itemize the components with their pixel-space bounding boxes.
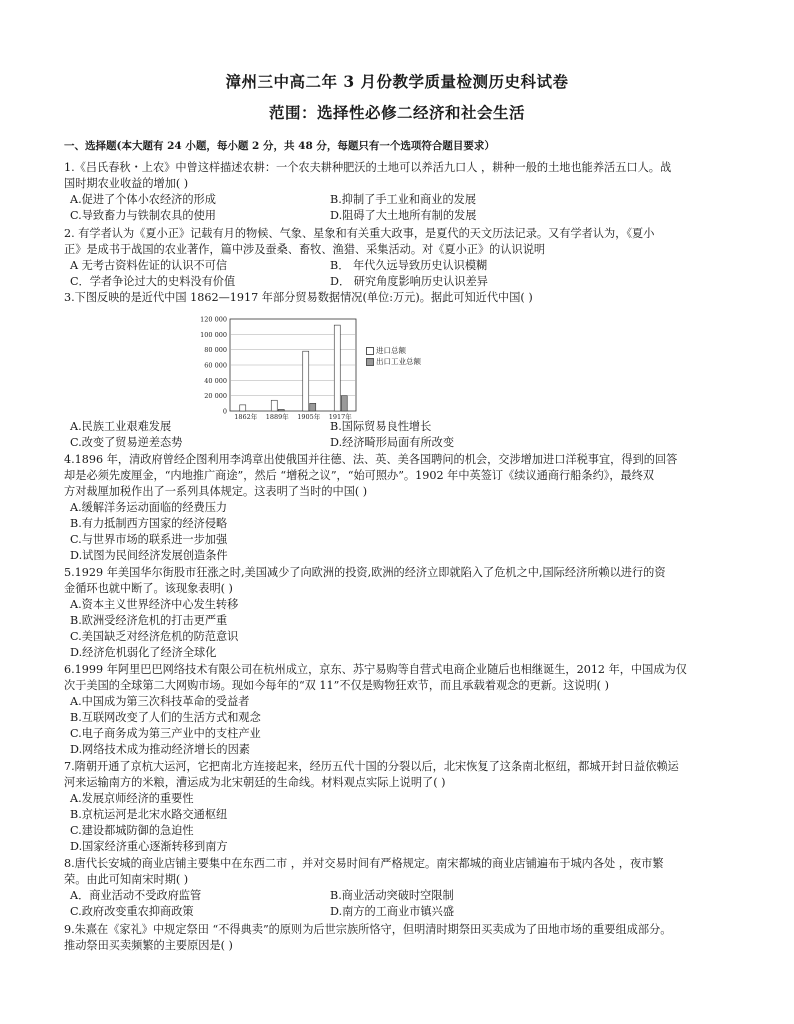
- question-5-option-d: D.经济危机弱化了经济全球化: [70, 646, 217, 659]
- y-tick-label: 80 000: [204, 346, 227, 355]
- question-1-line-1: 1.《吕氏春秋・上农》中曾这样描述农耕：一个农夫耕种肥沃的土地可以养活九口人 ，耕种一般的土地也能养活五口人。战: [64, 161, 672, 174]
- question-3-option-a: A.民族工业艰难发展: [70, 420, 172, 433]
- question-2-line-2: 正》是成书于战国的农业著作，篇中涉及蚕桑、畜牧、渔猎、采集活动。对《夏小正》的认识说明: [64, 243, 546, 256]
- y-tick-label: 60 000: [204, 361, 227, 370]
- legend-swatch-export: [366, 358, 374, 366]
- question-3-option-b: B.国际贸易良性增长: [330, 420, 432, 433]
- x-tick-label: 1917年: [328, 413, 352, 421]
- bar-import: [271, 400, 277, 411]
- question-9-line-2: 推动祭田买卖频繁的主要原因是( ): [64, 939, 233, 952]
- question-8-line-1: 8.唐代长安城的商业店铺主要集中在东西二市 ，并对交易时间有严格规定。南宋都城的商业店铺遍布于城内各处 ，夜市繁: [64, 857, 664, 870]
- section-header: 一、选择题(本大题有 24 小题，每小题 2 分，共 48 分，每题只有一个选项符合题目要求）: [64, 140, 495, 152]
- question-4-option-c: C.与世界市场的联系进一步加强: [70, 533, 228, 546]
- bar-export: [341, 396, 347, 411]
- bar-import: [240, 405, 246, 411]
- trade-bar-chart: [196, 313, 396, 423]
- question-2-option-b: B． 年代久远导致历史认识模糊: [330, 259, 488, 272]
- legend-label-export: 出口工业总额: [376, 357, 421, 366]
- y-tick-label: 20 000: [204, 392, 227, 401]
- question-9-line-1: 9.朱熹在《家礼》中规定祭田 “不得典卖”的原则为后世宗族所恪守，但明清时期祭田买卖成为了田地市场的重要组成部分。: [64, 923, 672, 936]
- question-4-line-1: 4.1896 年，清政府曾经企图利用李鸿章出使俄国并往德、法、英、美各国聘问的机会，交涉增加进口洋税事宜，得到的回答: [64, 453, 678, 466]
- question-6-line-1: 6.1999 年阿里巴巴网络技术有限公司在杭州成立，京东、苏宁易购等自营式电商企业随后也相继诞生，2012 年，中国成为仅: [64, 663, 687, 676]
- question-3-option-c: C.改变了贸易逆差态势: [70, 436, 183, 449]
- question-6-option-a: A.中国成为第三次科技革命的受益者: [70, 695, 250, 708]
- question-5-option-c: C.美国缺乏对经济危机的防范意识: [70, 630, 239, 643]
- y-tick-label: 120 000: [200, 315, 227, 324]
- question-8-option-a: A．商业活动不受政府监管: [70, 889, 202, 902]
- legend-swatch-import: [366, 347, 374, 355]
- y-tick-label: 0: [222, 407, 227, 416]
- question-6-line-2: 次于美国的全球第二大网购市场。现如今每年的“双 11”不仅是购物狂欢节，而且承载着观念的更新。这说明( ): [64, 679, 609, 692]
- question-8-option-d: D.南方的工商业市镇兴盛: [330, 905, 455, 918]
- x-tick-label: 1889年: [265, 413, 289, 421]
- question-1-option-c: C.导致畜力与铁制农具的使用: [70, 209, 216, 222]
- question-4-line-3: 方对裁厘加税作出了一系列具体规定。这表明了当时的中国( ): [64, 485, 368, 498]
- question-4-option-a: A.缓解洋务运动面临的经费压力: [70, 501, 228, 514]
- question-6-option-b: B.互联网改变了人们的生活方式和观念: [70, 711, 261, 724]
- question-8-option-c: C.政府改变重农抑商政策: [70, 905, 194, 918]
- question-1-option-d: D.阻碍了大土地所有制的发展: [330, 209, 477, 222]
- question-5-line-1: 5.1929 年美国华尔街股市狂涨之时,美国减少了向欧洲的投资,欧洲的经济立即就陷入了危机之中,国际经济所赖以进行的资: [64, 566, 666, 579]
- page-subtitle: 范围：选择性必修二经济和社会生活: [268, 103, 525, 122]
- question-8-option-b: B.商业活动突破时空限制: [330, 889, 454, 902]
- legend-item-import: [366, 345, 421, 356]
- question-6-option-c: C.电子商务成为第三产业中的支柱产业: [70, 727, 261, 740]
- y-tick-label: 100 000: [200, 330, 227, 339]
- question-1-line-2: 国时期农业收益的增加( ): [64, 177, 189, 190]
- question-7-option-b: B.京杭运河是北宋水路交通枢纽: [70, 808, 228, 821]
- chart-legend: [366, 345, 421, 367]
- question-4-option-b: B.有力抵制西方国家的经济侵略: [70, 517, 228, 530]
- bar-import: [303, 351, 309, 411]
- question-7-line-1: 7.隋朝开通了京杭大运河，它把南北方连接起来，经历五代十国的分裂以后，北宋恢复了这条南北枢纽，都城开封日益依赖运: [64, 760, 679, 773]
- question-7-option-a: A.发展京师经济的重要性: [70, 792, 194, 805]
- question-7-line-2: 河来运输南方的米粮，漕运成为北宋朝廷的生命线。材料观点实际上说明了( ): [64, 776, 446, 789]
- question-8-line-2: 荣。由此可知南宋时期( ): [64, 873, 189, 886]
- legend-label-import: 进口总额: [376, 346, 406, 355]
- bar-export: [278, 409, 284, 411]
- page-title: 漳州三中高二年 3 月份教学质量检测历史科试卷: [225, 72, 569, 91]
- question-2-option-a: A 无考古资料佐证的认识不可信: [70, 259, 228, 272]
- bar-import: [334, 325, 340, 411]
- question-4-line-2: 却是必须先废厘金，“内地推广商途”，然后 “增税之议”，“始可照办”。1902 年中英签订《续议通商行船条约》，最终双: [64, 469, 655, 482]
- question-5-line-2: 金循环也就中断了。该现象表明( ): [64, 582, 233, 595]
- question-1-option-b: B.抑制了手工业和商业的发展: [330, 193, 477, 206]
- legend-item-export: [366, 356, 421, 367]
- y-tick-label: 40 000: [204, 376, 227, 385]
- x-tick-label: 1862年: [234, 413, 258, 421]
- bar-export: [310, 403, 316, 411]
- question-3-option-d: D.经济畸形局面有所改变: [330, 436, 455, 449]
- question-4-option-d: D.试图为民间经济发展创造条件: [70, 549, 228, 562]
- question-7-option-c: C.建设都城防御的急迫性: [70, 824, 194, 837]
- x-tick-label: 1905年: [297, 413, 321, 421]
- question-2-option-d: D． 研究角度影响历史认识差异: [330, 275, 488, 288]
- question-5-option-b: B.欧洲受经济危机的打击更严重: [70, 614, 228, 627]
- question-1-option-a: A.促进了个体小农经济的形成: [70, 193, 216, 206]
- question-7-option-d: D.国家经济重心逐渐转移到南方: [70, 840, 228, 853]
- question-2-line-1: 2. 有学者认为《夏小正》记载有月的物候、气象、星象和有关重大政事，是夏代的天文历法记录。又有学者认为，《夏小: [64, 227, 655, 240]
- question-6-option-d: D.网络技术成为推动经济增长的因素: [70, 743, 250, 756]
- question-3-line-1: 3.下图反映的是近代中国 1862—1917 年部分贸易数据情况(单位:万元)。据此可知近代中国( ): [64, 291, 533, 304]
- question-5-option-a: A.资本主义世界经济中心发生转移: [70, 598, 239, 611]
- question-2-option-c: C．学者争论过大的史料没有价值: [70, 275, 236, 288]
